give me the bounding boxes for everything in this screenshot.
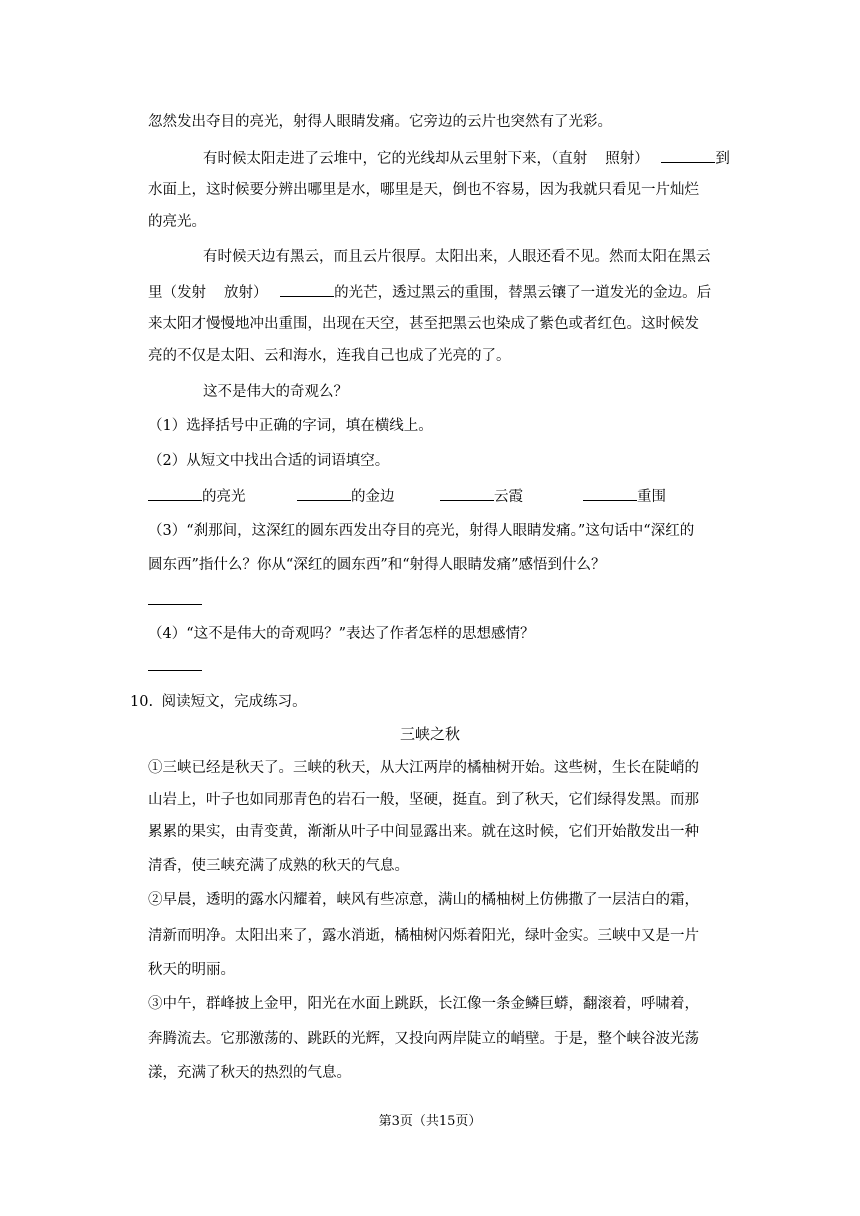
question-number: 10.: [130, 694, 154, 710]
question-4: （4）“这不是伟大的奇观吗？”表达了作者怎样的思想感情？: [148, 626, 535, 642]
answer-blank[interactable]: [297, 486, 351, 501]
passage-text-line: 清香，使三峡充满了成熟的秋天的气息。: [148, 858, 409, 874]
answer-blank[interactable]: [583, 486, 637, 501]
passage-text-line: 山岩上，叶子也如同那青色的岩石一般，坚硬，挺直。到了秋天，它们绿得发黑。而那: [148, 792, 699, 808]
page-number: 第3页（共15页）: [378, 1114, 482, 1129]
passage-title: 三峡之秋: [399, 725, 460, 743]
fill-item: [297, 486, 395, 507]
question-3-line: 圆东西”指什么？你从“深红的圆东西”和“射得人眼睛发痛”感悟到什么？: [148, 557, 606, 573]
fill-item-label: 重围: [637, 489, 666, 505]
answer-blank-row: [148, 590, 202, 611]
option-text: 放射）: [224, 285, 268, 301]
answer-blank[interactable]: [280, 282, 334, 297]
passage-text-line: 奔腾流去。它那激荡的、跳跃的光辉，又投向两岸陡立的峭壁。于是，整个峡谷波光荡: [148, 1031, 699, 1047]
passage-text-line: 亮的不仅是太阳、云和海水，连我自己也成了光亮的了。: [148, 348, 511, 364]
passage-text-line: 水面上，这时候要分辨出哪里是水，哪里是天，倒也不容易，因为我就只看见一片灿烂: [148, 182, 699, 198]
fill-item: [148, 486, 246, 507]
fill-item-label: 的金边: [351, 489, 395, 505]
answer-blank[interactable]: [148, 486, 202, 501]
question-10-header: [130, 692, 307, 712]
passage-text-line: 有时候天边有黑云，而且云片很厚。太阳出来，人眼还看不见。然而太阳在黑云: [203, 249, 711, 265]
fill-item: [583, 486, 666, 507]
fill-item-label: 的亮光: [202, 489, 246, 505]
passage-text: 的光芒，透过黑云的重围，替黑云镶了一道发光的金边。后: [334, 285, 712, 301]
fill-item-label: 云霞: [494, 489, 523, 505]
passage-text-line: 漾，充满了秋天的热烈的气息。: [148, 1065, 351, 1081]
answer-blank[interactable]: [148, 590, 202, 605]
passage-text-line: [148, 282, 711, 303]
answer-blank-row: [148, 656, 202, 677]
passage-text-line: 忽然发出夺目的亮光，射得人眼睛发痛。它旁边的云片也突然有了光彩。: [148, 114, 612, 130]
passage-text-line: ③中午，群峰披上金甲，阳光在水面上跳跃，长江像一条金鳞巨蟒，翻滚着，呼啸着，: [148, 996, 699, 1012]
question-2: （2）从短文中找出合适的词语填空。: [148, 453, 390, 469]
passage-text-line: 累累的果实，由青变黄，渐渐从叶子中间显露出来。就在这时候，它们开始散发出一种: [148, 824, 699, 840]
option-text: 照射）: [605, 151, 649, 167]
passage-text-line: ②早晨，透明的露水闪耀着，峡风有些凉意，满山的橘柚树上仿佛撒了一层洁白的霜，: [148, 892, 699, 908]
fill-item: [440, 486, 523, 507]
passage-text-line: ①三峡已经是秋天了。三峡的秋天，从大江两岸的橘柚树开始。这些树，生长在陡峭的: [148, 760, 699, 776]
passage-text-line: 来太阳才慢慢地冲出重围，出现在天空，甚至把黑云也染成了紫色或者红色。这时候发: [148, 316, 699, 332]
passage-text-line: 的亮光。: [148, 214, 206, 230]
answer-blank[interactable]: [440, 486, 494, 501]
passage-text-line: 清新而明净。太阳出来了，露水消逝，橘柚树闪烁着阳光，绿叶金实。三峡中又是一片: [148, 928, 699, 944]
answer-blank[interactable]: [661, 148, 715, 163]
question-3-line: （3）“刹那间，这深红的圆东西发出夺目的亮光，射得人眼睛发痛。”这句话中“深红的: [148, 523, 695, 539]
passage-text-line: [203, 148, 730, 169]
question-1: （1）选择括号中正确的字词，填在横线上。: [148, 418, 433, 434]
question-instruction: 阅读短文，完成练习。: [161, 694, 307, 710]
passage-text-line: 这不是伟大的奇观么？: [203, 384, 348, 400]
passage-text-line: 秋天的明丽。: [148, 962, 235, 978]
passage-text: 里（发射: [148, 285, 206, 301]
answer-blank[interactable]: [148, 656, 202, 671]
passage-text: 到: [715, 151, 730, 167]
passage-text: 有时候太阳走进了云堆中，它的光线却从云里射下来，（直射: [203, 151, 588, 167]
